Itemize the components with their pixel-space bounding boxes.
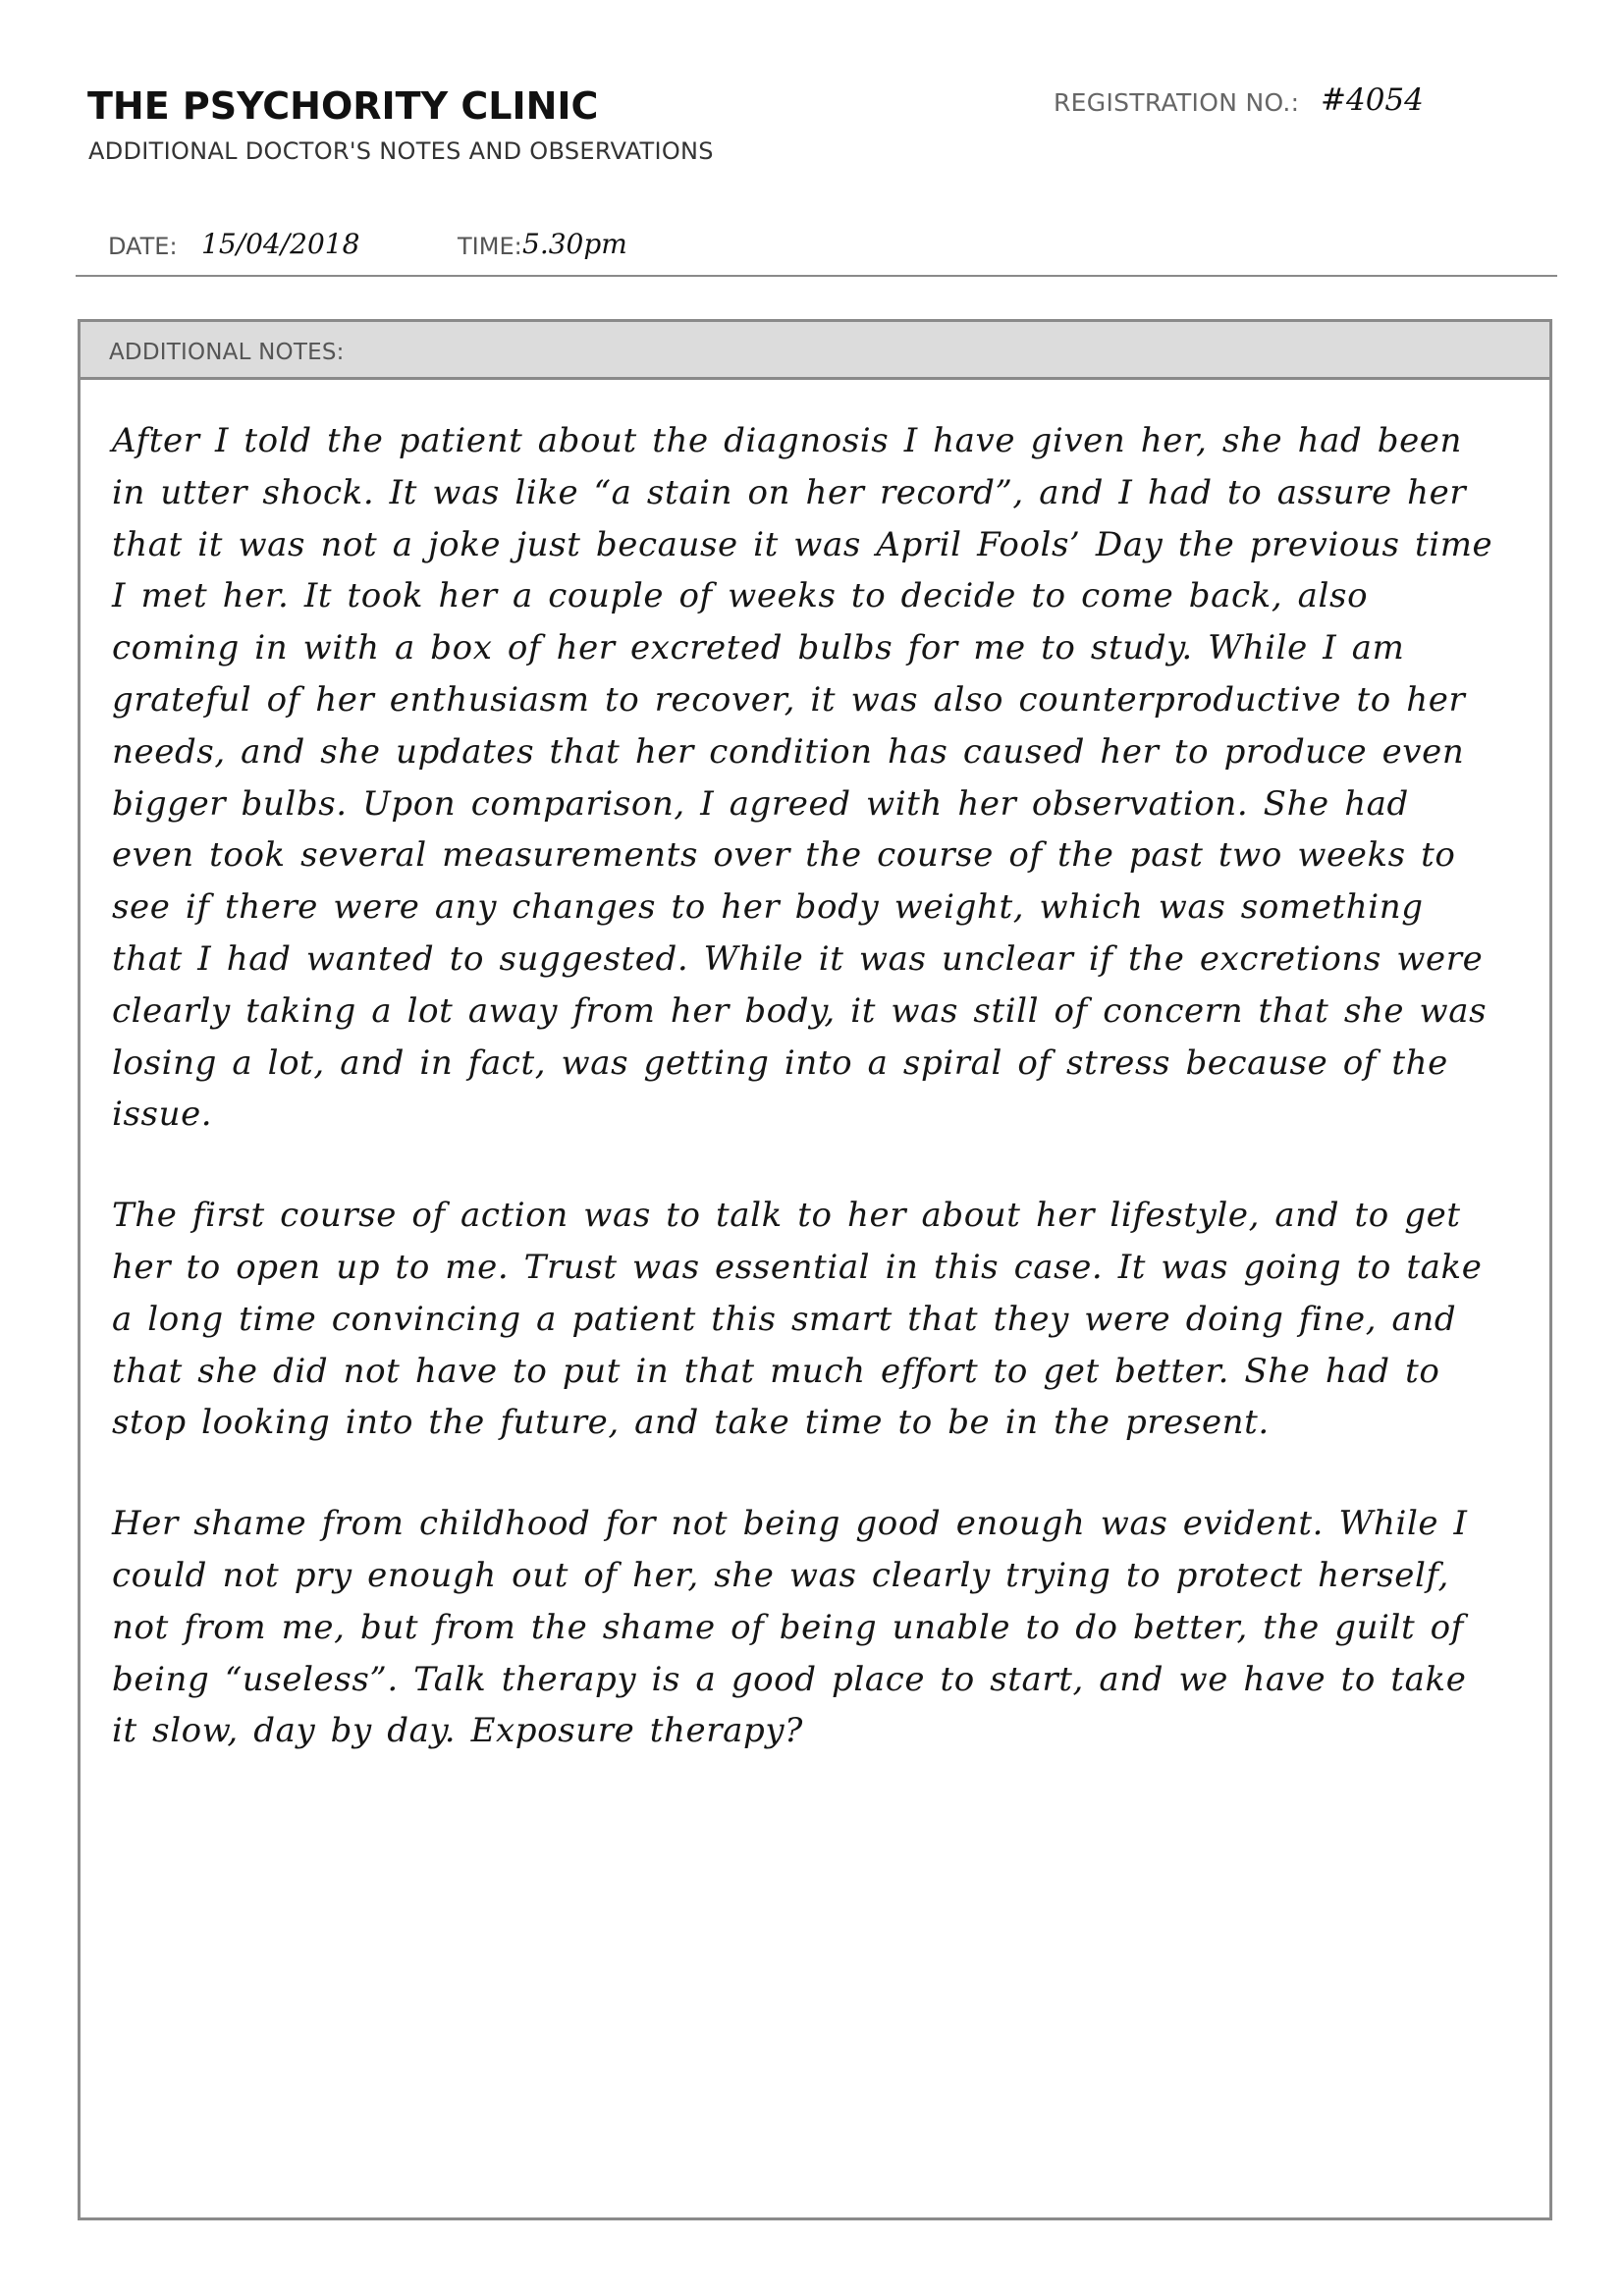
- notes-section-label: ADDITIONAL NOTES:: [109, 340, 345, 365]
- time-value: 5.30pm: [522, 228, 627, 260]
- time-label: TIME:: [458, 233, 522, 260]
- date-label: DATE:: [108, 233, 178, 260]
- notes-paragraph-1: After I told the patient about the diagnosis I have given her, she had been in utter shock. It was like “a stain on her record”, and I had to assure her that it was not a joke just because it was April Fools’ Day the previous time I met her. It took her a couple of weeks to decide to come back, also coming in with a box of her excreted bulbs for me to study. While I am grateful of her enthusiasm to recover, it was also counterproductive to her needs, and she updates that her condition has caused her to produce even bigger bulbs. Upon comparison, I agreed with her observation. She had even took several measurements over the course of the past two weeks to see if there were any changes to her body weight, which was something that I had wanted to suggested. While it was unclear if the excretions were clearly taking a lot away from her body, it was still of concern that she was losing a lot, and in fact, was getting into a spiral of stress because of the issue.: [112, 421, 1493, 1135]
- notes-paragraph-2: The first course of action was to talk to her about her lifestyle, and to get her to open up to me. Trust was essential in this case. It was going to take a long time convincing a patient this smart that they were doing fine, and that she did not have to put in that much effort to get better. She had to stop looking into the future, and take time to be in the present.: [112, 1196, 1483, 1443]
- notes-paragraph-3: Her shame from childhood for not being good enough was evident. While I could not pry enough out of her, she was clearly trying to protect herself, not from me, but from the shame of being unable to do better, the guilt of being “useless”. Talk therapy is a good place to start, and we have to take it slow, day by day. Exposure therapy?: [112, 1504, 1468, 1751]
- notes-header-bar: [81, 322, 1549, 380]
- clinic-name: THE PSYCHORITY CLINIC: [87, 84, 599, 128]
- date-value: 15/04/2018: [201, 228, 360, 260]
- registration-number: #4054: [1321, 82, 1424, 118]
- notes-body: [112, 415, 1506, 1806]
- header-divider: [76, 275, 1557, 277]
- additional-notes-box: [78, 319, 1552, 2220]
- form-subtitle: ADDITIONAL DOCTOR'S NOTES AND OBSERVATIONS: [88, 137, 714, 165]
- registration-label: REGISTRATION NO.:: [1054, 88, 1300, 117]
